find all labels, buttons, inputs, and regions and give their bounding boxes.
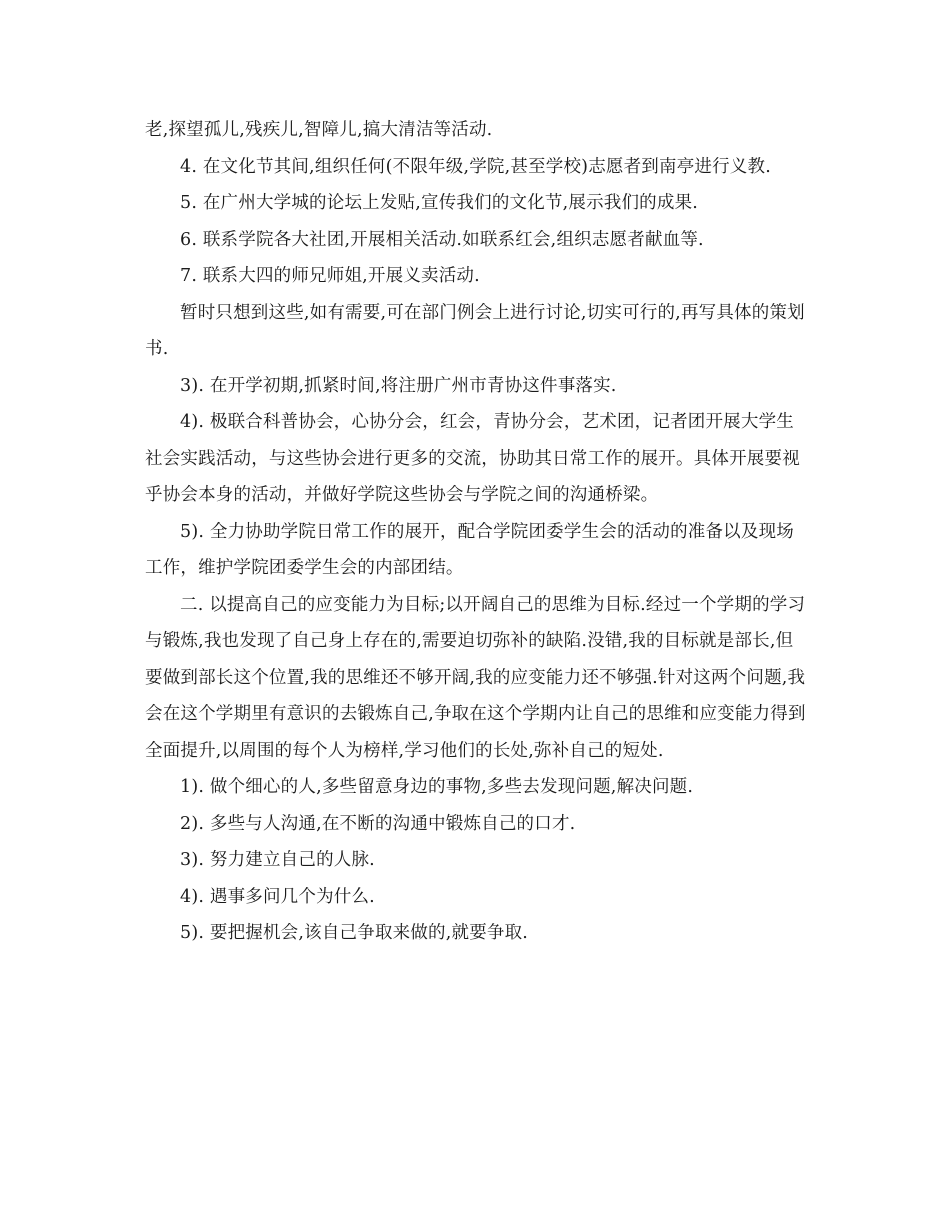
plan-item-5: 5). 全力协助学院日常工作的展开，配合学院团委学生会的活动的准备以及现场工作，维护学院团委学生会的内部团结。 <box>145 521 794 578</box>
document-body <box>145 112 810 952</box>
paragraph-continuation: 老,探望孤儿,残疾儿,智障儿,搞大清洁等活动. <box>145 120 493 140</box>
list-item-5: 5. 在广州大学城的论坛上发贴,宣传我们的文化节,展示我们的成果. <box>180 193 699 213</box>
section-two-paragraph: 二. 以提高自己的应变能力为目标;以开阔自己的思维为目标.经过一个学期的学习与锻炼,我也发现了自己身上存在的,需要迫切弥补的缺陷.没错,我的目标就是部长,但要做到部长这个位置,我的思维还不够开阔,我的应变能力还不够强.针对这两个问题,我会在这个学期里有意识的去锻炼自己,争取在这个学期内让自己的思维和应变能力得到全面提升,以周围的每个人为榜样,学习他们的长处,弥补自己的短处. <box>145 594 806 761</box>
paragraph-note: 暂时只想到这些,如有需要,可在部门例会上进行讨论,切实可行的,再写具体的策划书. <box>145 302 805 359</box>
goal-item-1: 1). 做个细心的人,多些留意身边的事物,多些去发现问题,解决问题. <box>180 777 694 797</box>
goal-item-5: 5). 要把握机会,该自己争取来做的,就要争取. <box>180 923 529 943</box>
list-item-6: 6. 联系学院各大社团,开展相关活动.如联系红会,组织志愿者献血等. <box>180 229 704 250</box>
goal-item-3: 3). 努力建立自己的人脉. <box>180 850 375 870</box>
plan-item-4: 4). 极联合科普协会，心协分会，红会，青协分会，艺术团，记者团开展大学生社会实践活动，与这些协会进行更多的交流，协助其日常工作的展开。具体开展要视乎协会本身的活动，并做好学院这些协会与学院之间的沟通桥梁。 <box>145 412 800 505</box>
goal-item-4: 4). 遇事多问几个为什么. <box>180 886 375 907</box>
list-item-4: 4. 在文化节其间,组织任何(不限年级,学院,甚至学校)志愿者到南亭进行义教. <box>180 156 771 177</box>
list-item-7: 7. 联系大四的师兄师姐,开展义卖活动. <box>180 266 480 286</box>
plan-item-3: 3). 在开学初期,抓紧时间,将注册广州市青协这件事落实. <box>180 375 617 396</box>
goal-item-2: 2). 多些与人沟通,在不断的沟通中锻炼自己的口才. <box>180 813 576 834</box>
